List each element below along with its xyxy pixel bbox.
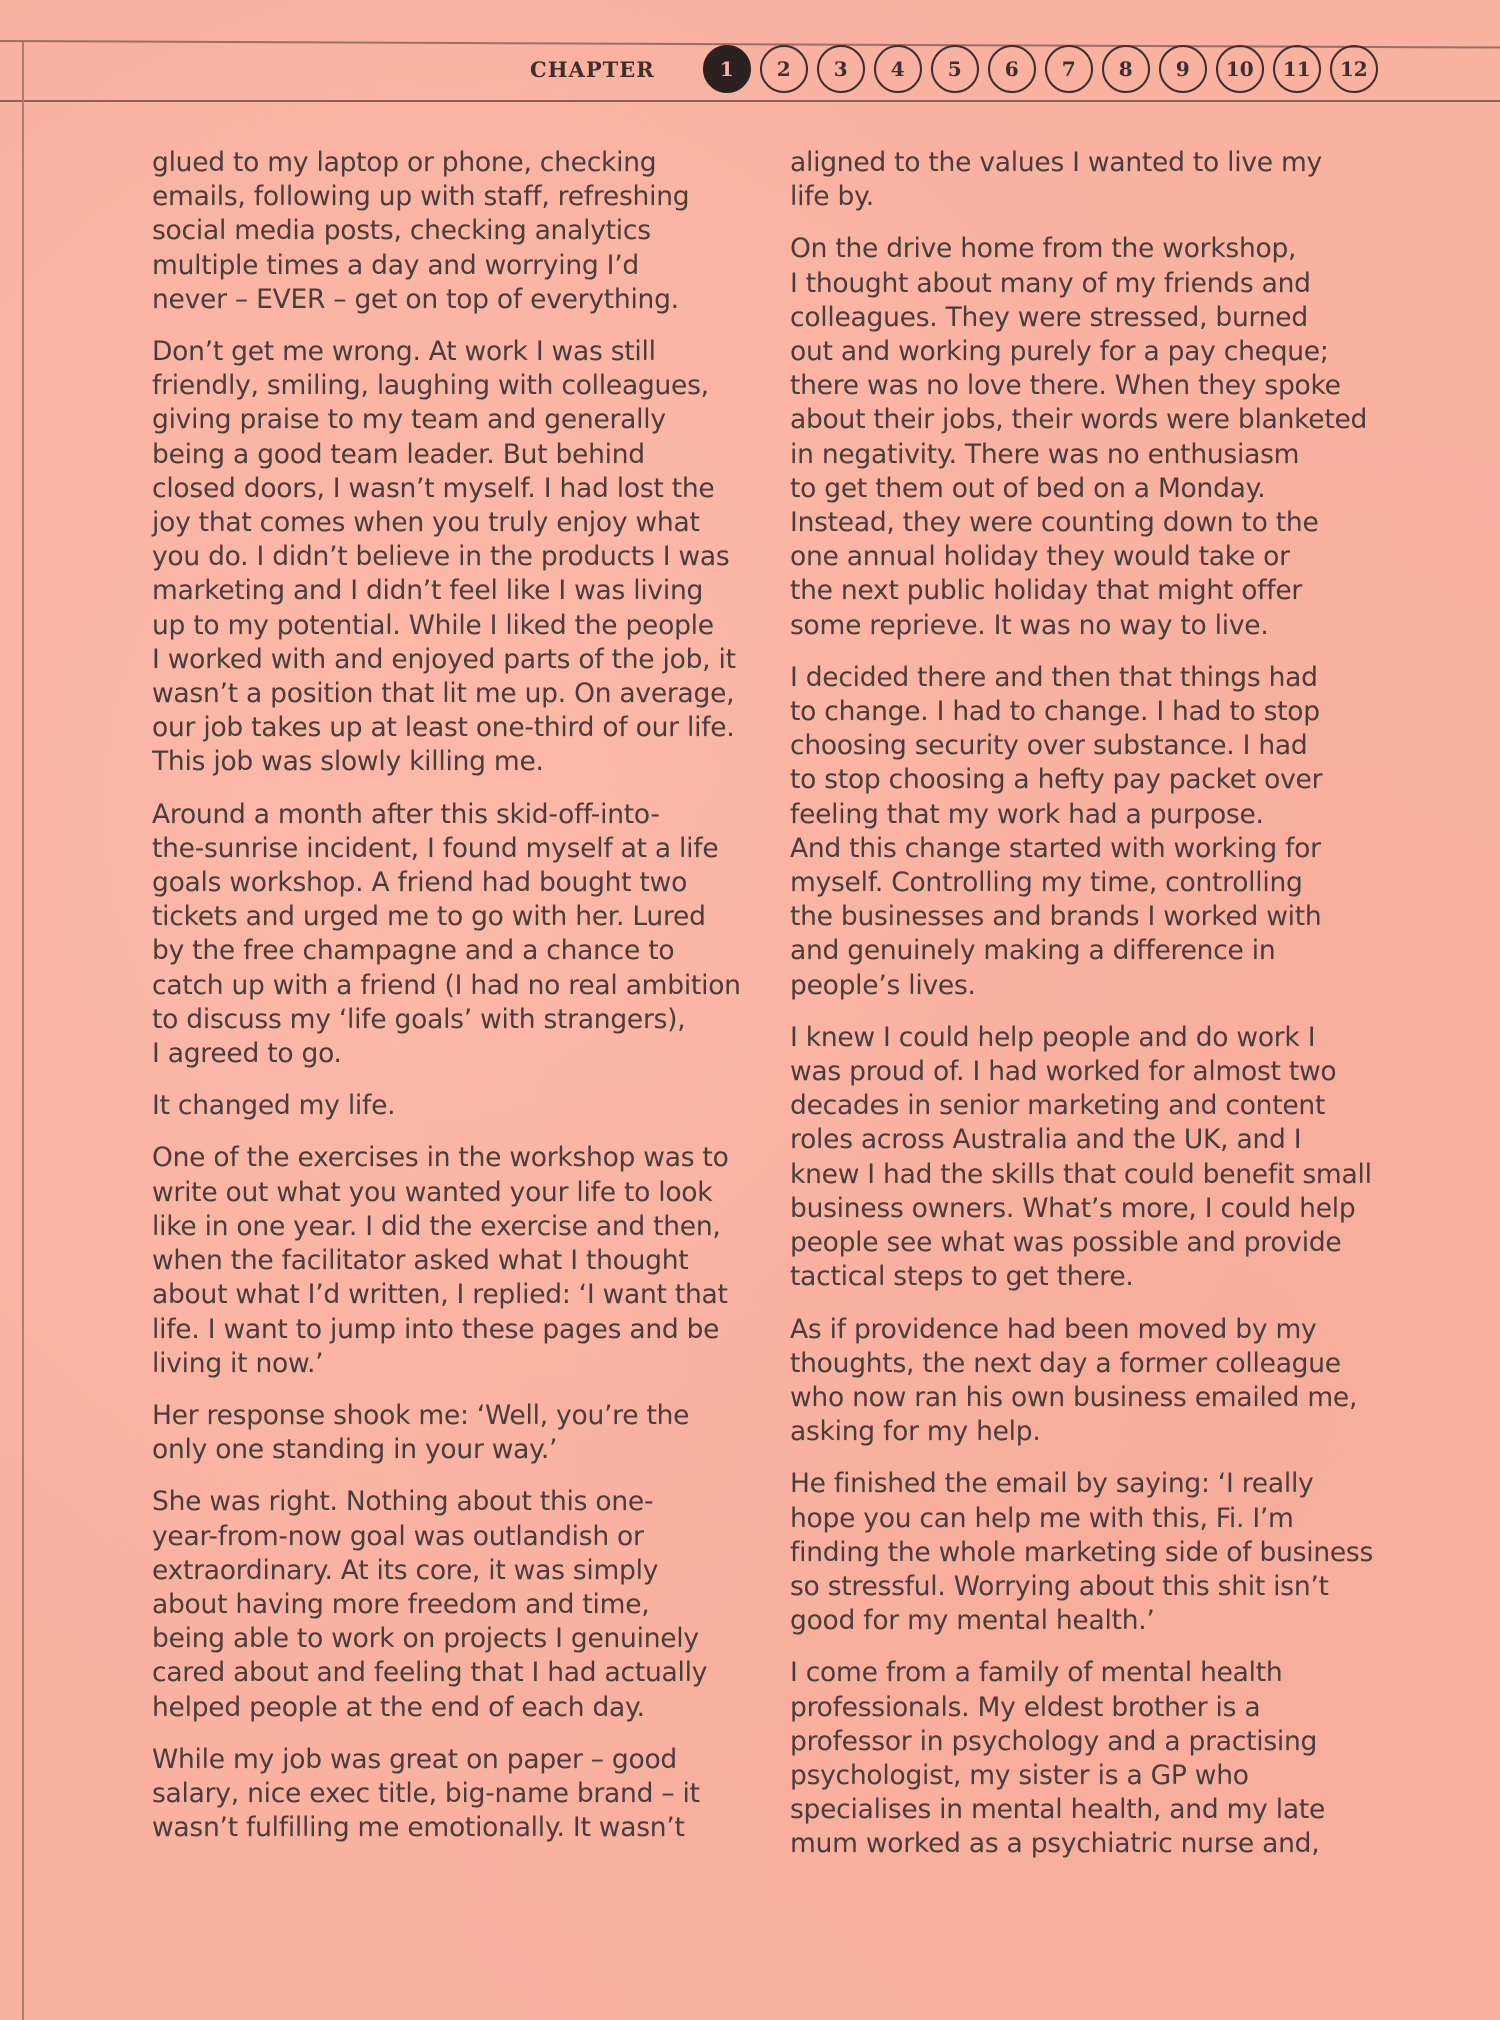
text-line: closed doors, I wasn’t myself. I had lost the (152, 472, 715, 504)
text-line: multiple times a day and worrying I’d (152, 249, 639, 281)
text-line: was proud of. I had worked for almost two (790, 1056, 1337, 1088)
text-line: I worked with and enjoyed parts of the job, it (152, 643, 736, 675)
text-line: Instead, they were counting down to the (790, 507, 1319, 539)
right-column-paragraph (790, 1313, 1390, 1450)
text-line: life. I want to jump into these pages and be (152, 1313, 720, 1345)
right-column-paragraph (790, 232, 1390, 642)
chapter-10-button[interactable]: 10 (1216, 45, 1264, 93)
text-line: myself. Controlling my time, controlling (790, 867, 1303, 899)
text-line: catch up with a friend (I had no real ambition (152, 969, 741, 1001)
text-line: life by. (790, 181, 874, 213)
text-line: who now ran his own business emailed me, (790, 1381, 1358, 1413)
text-line: roles across Australia and the UK, and I (790, 1124, 1302, 1156)
text-line: never – EVER – get on top of everything. (152, 283, 679, 315)
left-column-paragraph (152, 1399, 752, 1467)
text-line: extraordinary. At its core, it was simply (152, 1554, 659, 1586)
text-line: out and working purely for a pay cheque; (790, 336, 1329, 368)
text-line: giving praise to my team and generally (152, 404, 666, 436)
text-line: I thought about many of my friends and (790, 267, 1311, 299)
text-line: glued to my laptop or phone, checking (152, 147, 657, 178)
right-column-paragraph (790, 1656, 1390, 1861)
header-rule-bottom (0, 100, 1500, 102)
left-column-paragraph (152, 1089, 752, 1123)
text-line: Around a month after this skid-off-into- (152, 798, 660, 830)
text-line: colleagues. They were stressed, burned (790, 301, 1308, 333)
text-line: I come from a family of mental health (790, 1657, 1283, 1689)
text-line: social media posts, checking analytics (152, 215, 651, 247)
text-line: One of the exercises in the workshop was to (152, 1142, 729, 1174)
chapter-9-button[interactable]: 9 (1159, 45, 1207, 93)
text-line: I decided there and then that things had (790, 661, 1318, 693)
text-line: joy that comes when you truly enjoy what (152, 507, 700, 539)
text-line: finding the whole marketing side of business (790, 1536, 1374, 1568)
text-line: professionals. My eldest brother is a (790, 1691, 1261, 1723)
text-line: being a good team leader. But behind (152, 438, 645, 470)
text-line: goals workshop. A friend had bought two (152, 867, 688, 899)
chapter-7-button[interactable]: 7 (1045, 45, 1093, 93)
text-line: hope you can help me with this, Fi. I’m (790, 1502, 1294, 1534)
text-line: wasn’t fulfilling me emotionally. It wasn’t (152, 1812, 685, 1844)
text-line: feeling that my work had a purpose. (790, 798, 1264, 830)
text-line: one annual holiday they would take or (790, 541, 1290, 573)
chapter-label: CHAPTER (530, 56, 655, 82)
text-line: year-from-now goal was outlandish or (152, 1520, 644, 1552)
text-line: about what I’d written, I replied: ‘I want that (152, 1279, 728, 1311)
text-line: helped people at the end of each day. (152, 1691, 645, 1723)
text-line: to change. I had to change. I had to stop (790, 696, 1320, 728)
text-line: only one standing in your way.’ (152, 1434, 558, 1466)
text-line: On the drive home from the workshop, (790, 233, 1297, 265)
text-line: I agreed to go. (152, 1038, 342, 1070)
text-line: the-sunrise incident, I found myself at a life (152, 832, 719, 864)
text-line: and genuinely making a difference in (790, 935, 1276, 967)
text-line: people see what was possible and provide (790, 1227, 1342, 1259)
left-text-column (152, 146, 752, 1863)
chapter-3-button[interactable]: 3 (817, 45, 865, 93)
left-column-paragraph (152, 146, 752, 317)
text-line: While my job was great on paper – good (152, 1743, 678, 1775)
left-column-paragraph (152, 1485, 752, 1724)
text-line: living it now.’ (152, 1347, 324, 1379)
text-line: asking for my help. (790, 1416, 1041, 1448)
text-line: by the free champagne and a chance to (152, 935, 675, 967)
text-line: up to my potential. While I liked the people (152, 609, 714, 641)
text-line: I knew I could help people and do work I (790, 1021, 1316, 1053)
chapter-11-button[interactable]: 11 (1273, 45, 1321, 93)
right-column-paragraph (790, 661, 1390, 1003)
text-line: some reprieve. It was no way to live. (790, 609, 1269, 641)
left-column-paragraph (152, 1743, 752, 1846)
page-edge (22, 42, 24, 2020)
chapter-6-button[interactable]: 6 (988, 45, 1036, 93)
text-line: to discuss my ‘life goals’ with strangers), (152, 1003, 686, 1035)
text-line: to get them out of bed on a Monday. (790, 472, 1266, 504)
right-column-paragraph (790, 146, 1390, 214)
right-column-paragraph (790, 1021, 1390, 1295)
text-line: in negativity. There was no enthusiasm (790, 438, 1300, 470)
text-line: tactical steps to get there. (790, 1261, 1134, 1293)
text-line: write out what you wanted your life to look (152, 1176, 713, 1208)
right-column-paragraph (790, 1467, 1390, 1638)
text-line: professor in psychology and a practising (790, 1725, 1318, 1757)
text-line: good for my mental health.’ (790, 1605, 1155, 1637)
text-line: decades in senior marketing and content (790, 1090, 1326, 1122)
text-line: And this change started with working for (790, 832, 1321, 864)
chapter-8-button[interactable]: 8 (1102, 45, 1150, 93)
text-line: about their jobs, their words were blanketed (790, 404, 1368, 436)
text-line: marketing and I didn’t feel like I was living (152, 575, 704, 607)
chapter-number-list (703, 45, 1387, 93)
text-line: there was no love there. When they spoke (790, 370, 1341, 402)
text-line: salary, nice exec title, big-name brand – it (152, 1777, 700, 1809)
text-line: the businesses and brands I worked with (790, 901, 1322, 933)
right-text-column (790, 146, 1390, 1880)
text-line: aligned to the values I wanted to live my (790, 147, 1322, 178)
text-line: so stressful. Worrying about this shit isn’t (790, 1570, 1329, 1602)
chapter-5-button[interactable]: 5 (931, 45, 979, 93)
text-line: to stop choosing a hefty pay packet over (790, 764, 1323, 796)
text-line: like in one year. I did the exercise and then, (152, 1210, 721, 1242)
text-line: He finished the email by saying: ‘I really (790, 1468, 1314, 1500)
text-line: the next public holiday that might offer (790, 575, 1303, 607)
text-line: It changed my life. (152, 1090, 396, 1122)
text-line: As if providence had been moved by my (790, 1313, 1317, 1345)
chapter-4-button[interactable]: 4 (874, 45, 922, 93)
text-line: choosing security over substance. I had (790, 730, 1308, 762)
text-line: This job was slowly killing me. (152, 746, 544, 778)
text-line: when the facilitator asked what I thought (152, 1245, 689, 1277)
text-line: psychologist, my sister is a GP who (790, 1759, 1249, 1791)
text-line: you do. I didn’t believe in the products I was (152, 541, 730, 573)
text-line: our job takes up at least one-third of our life. (152, 712, 735, 744)
text-line: friendly, smiling, laughing with colleagues, (152, 370, 709, 402)
left-column-paragraph (152, 1141, 752, 1380)
text-line: mum worked as a psychiatric nurse and, (790, 1828, 1320, 1860)
text-line: She was right. Nothing about this one- (152, 1486, 654, 1518)
text-line: emails, following up with staff, refreshing (152, 181, 690, 213)
chapter-2-button[interactable]: 2 (760, 45, 808, 93)
chapter-1-button[interactable]: 1 (703, 45, 751, 93)
text-line: Don’t get me wrong. At work I was still (152, 336, 656, 368)
text-line: specialises in mental health, and my late (790, 1794, 1326, 1826)
left-column-paragraph (152, 798, 752, 1072)
text-line: wasn’t a position that lit me up. On average, (152, 678, 735, 710)
chapter-12-button[interactable]: 12 (1330, 45, 1378, 93)
text-line: cared about and feeling that I had actually (152, 1657, 708, 1689)
text-line: tickets and urged me to go with her. Lured (152, 901, 706, 933)
text-line: being able to work on projects I genuinely (152, 1623, 699, 1655)
text-line: business owners. What’s more, I could help (790, 1192, 1356, 1224)
text-line: Her response shook me: ‘Well, you’re the (152, 1399, 690, 1431)
left-column-paragraph (152, 335, 752, 780)
text-line: knew I had the skills that could benefit small (790, 1158, 1372, 1190)
text-line: thoughts, the next day a former colleague (790, 1347, 1341, 1379)
text-line: about having more freedom and time, (152, 1588, 650, 1620)
text-line: people’s lives. (790, 969, 976, 1001)
chapter-navigation (530, 44, 1387, 94)
